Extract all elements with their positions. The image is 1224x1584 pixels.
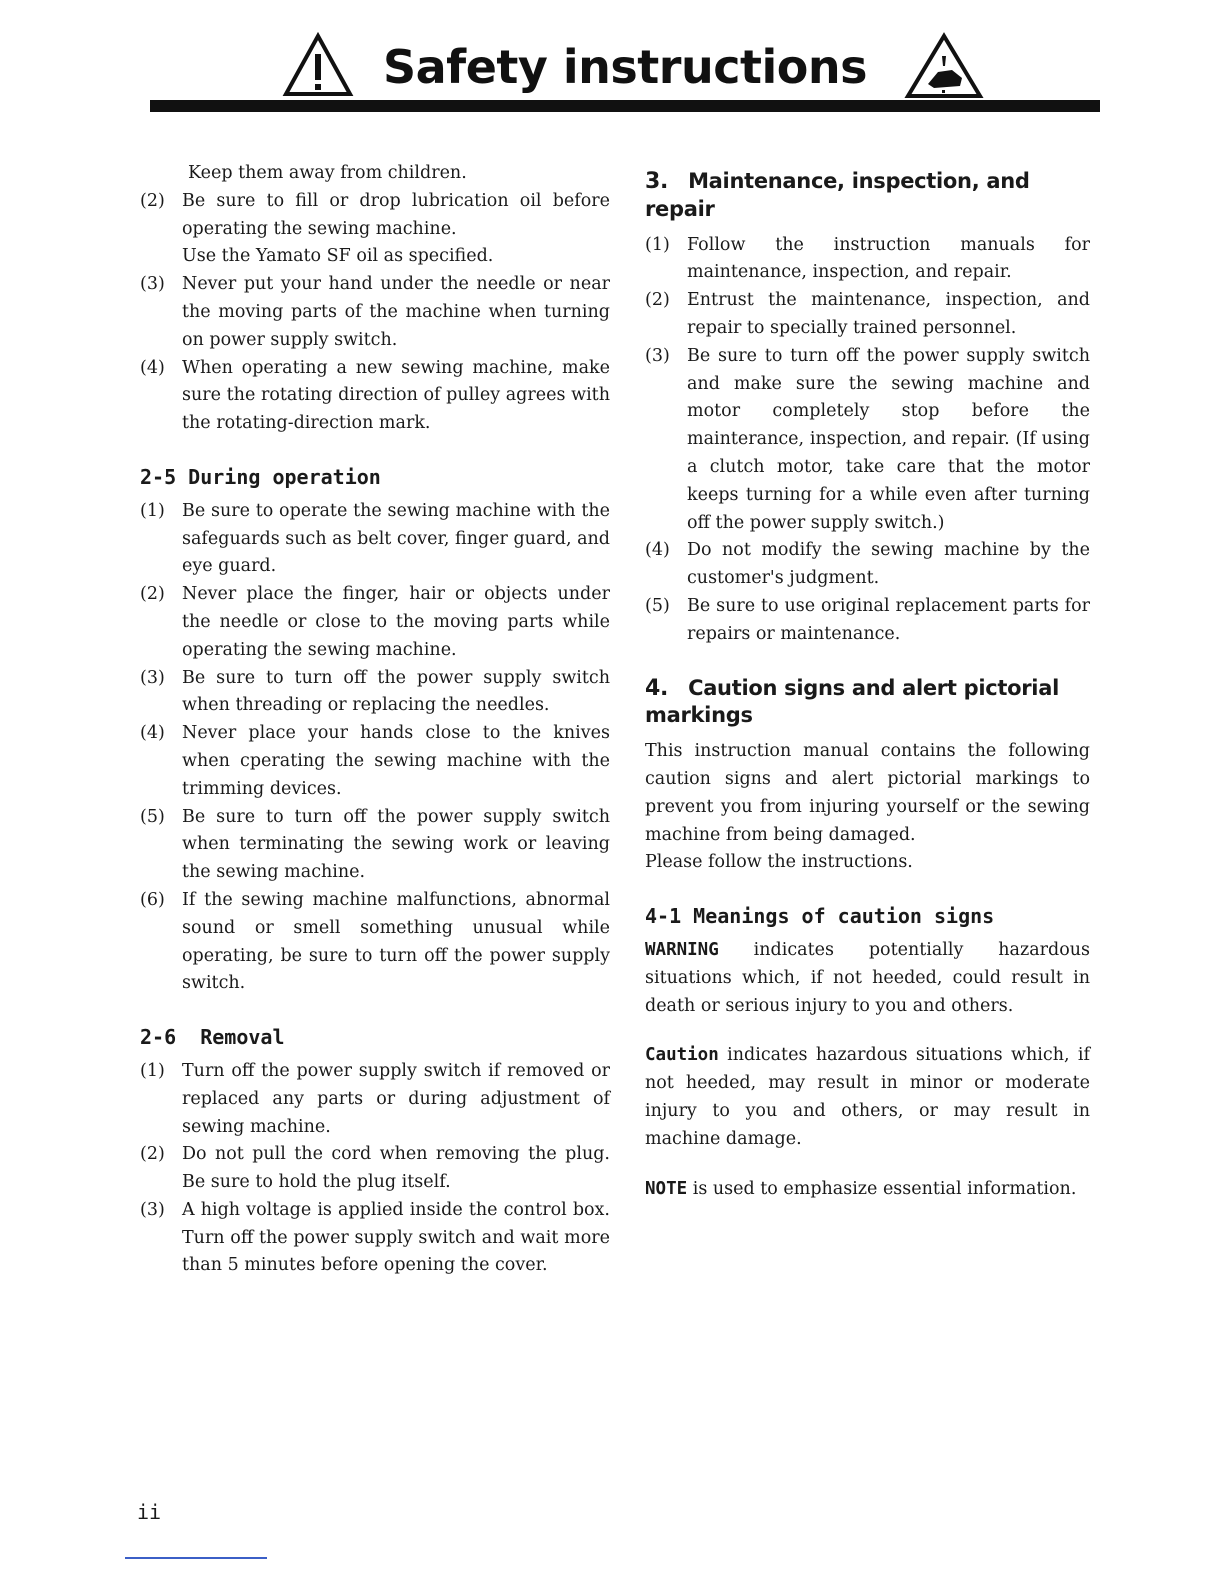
- caution-definition: Caution indicates hazardous situations which, if not heeded, may result in minor or moderate injury to you and others, or may result in machine damage.: [645, 1045, 1090, 1149]
- list-item: (3) Never put your hand under the needle or near the moving parts of the machine when turning on power supply switch.: [140, 274, 610, 350]
- page-header: [150, 30, 1100, 120]
- footer-rule: [125, 1557, 267, 1559]
- section-number: 4.: [645, 675, 669, 701]
- right-column: [645, 160, 1090, 1203]
- intro-continuation: Keep them away from children.: [188, 163, 467, 183]
- list-item: (6) If the sewing machine malfunctions, abnormal sound or smell something unusual while operating, be sure to turn off the power supply switch.: [140, 889, 610, 994]
- list-item: (1) Be sure to operate the sewing machine with the safeguards such as belt cover, finger guard, and eye guard.: [140, 500, 610, 577]
- note-term: NOTE: [645, 1178, 688, 1199]
- list-item: (2) Entrust the maintenance, inspection, and repair to specially trained personnel.: [645, 290, 1090, 338]
- list-item: (1) Turn off the power supply switch if removed or replaced any parts or during adjustment of sewing machine.: [140, 1060, 610, 1137]
- note-definition: NOTE is used to emphasize essential information.: [645, 1178, 1077, 1199]
- list-item: (5) Be sure to use original replacement parts for repairs or maintenance.: [645, 595, 1090, 644]
- section-heading-4: [645, 675, 1090, 731]
- list-item: (4) When operating a new sewing machine, make sure the rotating direction of pulley agrees with the rotating-direction mark.: [140, 357, 610, 434]
- caution-term: Caution: [645, 1045, 719, 1066]
- list-item: (3) A high voltage is applied inside the control box. Turn off the power supply switch and wait more than 5 minutes before opening the cover.: [140, 1199, 610, 1276]
- list-item: (5) Be sure to turn off the power supply switch when terminating the sewing work or leaving the sewing machine.: [140, 806, 610, 883]
- section-heading-2-6: 2-6 Removal: [140, 1025, 285, 1050]
- list-item: (2) Be sure to fill or drop lubrication oil before operating the sewing machine. Use the Yamato SF oil as specified.: [140, 190, 610, 267]
- page-title: Safety instructions: [383, 40, 867, 94]
- section-number: 3.: [645, 169, 669, 194]
- list-item: (4) Never place your hands close to the knives when cperating the sewing machine with the trimming devices.: [140, 723, 610, 799]
- hand-injury-warning-icon: [904, 32, 984, 100]
- list-item: (1) Follow the instruction manuals for maintenance, inspection, and repair.: [645, 234, 1090, 283]
- list-item: (2) Do not pull the cord when removing the plug. Be sure to hold the plug itself.: [140, 1144, 610, 1193]
- list-item: (2) Never place the finger, hair or objects under the needle or close to the moving parts while operating the sewing machine.: [140, 584, 610, 660]
- list-item: (3) Be sure to turn off the power supply switch and make sure the sewing machine and motor completely stop before the mainterance, inspection, and repair. (If using a clutch motor, take care that the motor keeps turning for a while even after turning off the power supply switch.): [645, 345, 1090, 533]
- list-item: (3) Be sure to turn off the power supply switch when threading or replacing the needles.: [140, 667, 610, 716]
- section-heading-2-5: 2-5 During operation: [140, 464, 381, 489]
- sec4-paragraph: This instruction manual contains the following caution signs and alert pictorial markings to prevent you from injuring yourself or the sewing machine from being damaged.: [645, 741, 1090, 845]
- section-heading-3: [645, 168, 1090, 224]
- section-title: Maintenance, inspection, and repair: [645, 169, 1030, 221]
- section-title: Caution signs and alert pictorial markings: [645, 675, 1059, 728]
- header-rule: [150, 100, 1100, 112]
- sec4-instruction: Please follow the instructions.: [645, 852, 913, 873]
- warning-definition: WARNING indicates potentially hazardous situations which, if not heeded, could result in death or serious injury to you and others.: [645, 939, 1090, 1016]
- section-heading-4-1: 4-1 Meanings of caution signs: [645, 904, 995, 929]
- left-column: [140, 160, 610, 1280]
- warning-term: WARNING: [645, 939, 719, 960]
- list-item: (4) Do not modify the sewing machine by the customer's judgment.: [645, 540, 1090, 589]
- page-number: ii: [137, 1500, 162, 1524]
